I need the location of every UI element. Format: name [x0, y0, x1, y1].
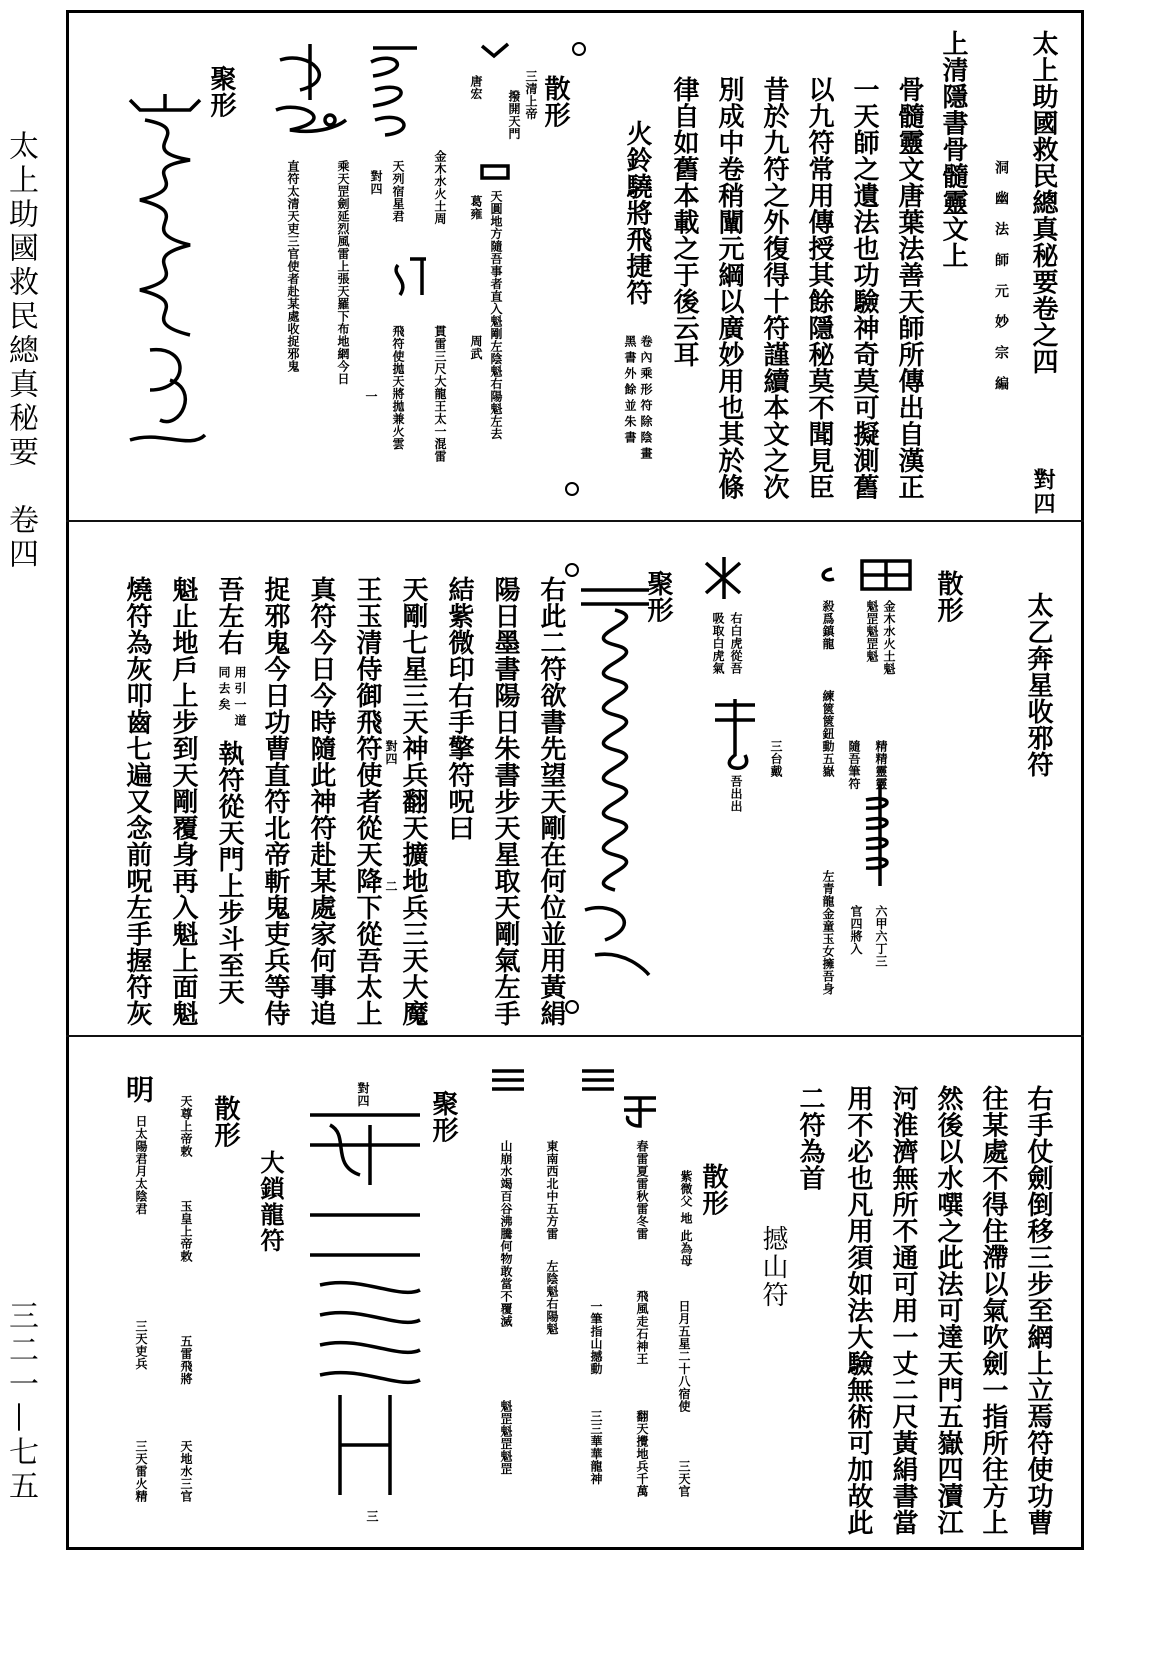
label-juxing: 聚形 [428, 1090, 458, 1143]
note: 同去矣 [217, 666, 231, 714]
annotation: 日太陽君月太陰君 [134, 1115, 148, 1215]
label-sanxing: 散形 [933, 570, 963, 623]
label-sanxing: 散形 [540, 75, 570, 128]
annotation: 葛雍 [469, 195, 483, 220]
circle-mark [565, 482, 579, 496]
talisman-title: 太乙奔星收邪符 [1023, 592, 1053, 778]
annotation: 春雷夏雷秋雷冬雷 [635, 1140, 649, 1240]
annotation: 天圓地方隨吾事者直入魁剛左陰魁右陽魁左去 [489, 190, 503, 440]
annotation: 三三華華龍神 [589, 1410, 603, 1485]
annotation: 左陰魁右陽魁 [545, 1260, 559, 1335]
annotation: 玉皇上帝敕 [179, 1200, 193, 1263]
annotation: 對四 [384, 740, 398, 765]
annotation: 東南西北中五方雷 [545, 1140, 559, 1240]
text-line: 昔於九符之外復得十符謹續本文之次 [759, 76, 789, 500]
circle-mark [565, 563, 579, 577]
talisman-glyph [705, 695, 765, 775]
annotation: 三天官 [677, 1460, 691, 1498]
annotation: 魁罡魁罡魁 [865, 600, 879, 663]
talisman-sanxing [365, 40, 425, 140]
talisman-glyph [858, 555, 914, 595]
talisman-glyph [390, 255, 430, 300]
annotation: 唐宏 [469, 75, 483, 100]
annotation: 殺爲鎮龍 [821, 600, 835, 650]
annotation: 魁罡魁罡魁罡 [499, 1400, 513, 1475]
text-line: 別成中卷稍闡元綱以廣妙用也其於條 [714, 76, 744, 500]
text-line: 執符從天門上步斗至天 [214, 740, 244, 1005]
annotation: 三台戴 [769, 740, 783, 778]
volume-title: 太上助國救民總真秘要卷之四 [1028, 30, 1058, 375]
text-line: 真符今日今時隨此神符赴某處家何事追 [306, 576, 336, 1027]
annotation: 周武 [469, 335, 483, 360]
annotation: 練篋篋鈕動五嶽 [821, 690, 835, 778]
annotation: 紫微父 地 此為母 [679, 1170, 693, 1267]
annotation: 三天雷火精 [134, 1440, 148, 1503]
text-line: 王玉清侍御飛符使者從天降下從吾太上 [352, 576, 382, 1027]
text-line: 骨髓靈文唐葉法善天師所傳出自漢正 [894, 76, 924, 500]
margin-page-number: 三二一—七五 [3, 1300, 38, 1504]
annotation: 金木水火土魁 [882, 600, 896, 675]
text-line: 右手仗劍倒移三步至網上立焉符使功曹 [1023, 1085, 1053, 1536]
text-line: 河淮濟無所不通可用一丈二尺黃絹書當 [888, 1085, 918, 1536]
talisman-juxing [300, 1105, 430, 1505]
talisman-name: 火鈴驍將飛捷符 [622, 120, 652, 306]
label-juxing: 聚形 [206, 65, 236, 118]
talisman-title: 撼山符 [758, 1225, 788, 1309]
talisman-glyph-ming: 明 [122, 1075, 155, 1105]
text-line: 吾左右 [214, 576, 244, 656]
talisman-glyph [488, 1065, 528, 1095]
talisman-juxing [575, 580, 655, 980]
annotation: 直符太清天吏三官使者赴某處收捉邪鬼 [286, 160, 300, 373]
annotation: 精精靈靈 [874, 740, 888, 790]
talisman-glyph [620, 1090, 660, 1130]
panel-divider [66, 1035, 1084, 1037]
annotation: 一筆指山撼動 [589, 1300, 603, 1375]
talisman-glyph [480, 40, 510, 60]
title-mark: 對四 [1030, 468, 1056, 516]
annotation: 六甲六丁三 [874, 905, 888, 968]
text-line: 然後以水噀之此法可達天門五嶽四瀆江 [933, 1085, 963, 1536]
annotation: 日月五星二十八宿使 [677, 1300, 691, 1413]
section-heading: 二符為首 [795, 1085, 825, 1191]
annotation: 三清上帝 [524, 70, 538, 120]
annotation: 隨吾筆符 [847, 740, 861, 790]
annotation: 二 [384, 880, 398, 893]
text-line: 用不必也凡用須如法大驗無術可加故此 [843, 1085, 873, 1536]
annotation: 天尊上帝敕 [179, 1095, 193, 1158]
talisman-sanxing [270, 40, 350, 140]
label-juxing: 聚形 [643, 570, 673, 623]
talisman-glyph [578, 1065, 618, 1095]
text-line: 以九符常用傳授其餘隱秘莫不聞見臣 [804, 76, 834, 500]
annotation: 吸取白虎氣 [711, 612, 725, 675]
label-sanxing: 散形 [210, 1095, 240, 1148]
talisman-glyph [860, 780, 900, 890]
text-line: 右此二符欲書先望天剛在何位並用黃絹 [536, 576, 566, 1027]
margin-book-title: 太上助國救民總真秘要 卷四 [3, 130, 38, 572]
annotation: 三天吏兵 [134, 1320, 148, 1370]
text-line: 律自如舊本載之于後云耳 [669, 76, 699, 368]
note: 用引一道 [233, 666, 247, 730]
section-heading: 上清隱書骨髓靈文上 [938, 30, 968, 269]
text-line: 捉邪鬼今日功曹直符北帝斬鬼吏兵等侍 [260, 576, 290, 1027]
text-line: 天剛七星三天神兵翻天擴地兵三天大魔 [398, 576, 428, 1027]
talisman-title: 大鎖龍符 [256, 1150, 285, 1254]
author-line: 洞 幽 法 師 元 妙 宗 編 [993, 160, 1009, 397]
text-line: 一天師之遺法也功驗神奇莫可擬測舊 [849, 76, 879, 500]
annotation: 翻天攪地兵千萬 [635, 1410, 649, 1498]
annotation: 貫雷三尺大龍王太一混雷 [433, 325, 447, 463]
text-line: 燒符為灰叩齒七遍又念前呪左手握符灰 [122, 576, 152, 1027]
circle-mark [572, 42, 586, 56]
annotation: 對四 [369, 170, 383, 195]
annotation: 飛符使拋天將拋兼火雲 [391, 325, 405, 450]
annotation: 官四將入 [849, 905, 863, 955]
annotation: 五雷飛將 [179, 1335, 193, 1385]
talisman-glyph [478, 162, 512, 182]
note: 黑書外餘並朱書 [623, 335, 637, 447]
text-line: 陽日墨書陽日朱書步天星取天剛氣左手 [490, 576, 520, 1027]
annotation: 一 [364, 390, 378, 403]
circle-mark [565, 1000, 579, 1014]
talisman-glyph [700, 553, 750, 603]
talisman-juxing [120, 90, 210, 460]
panel-divider [66, 520, 1084, 522]
talisman-mark: 對四 [356, 1082, 370, 1107]
annotation: 三 [365, 1510, 379, 1523]
note: 卷內乘形符除陰畫 [639, 335, 653, 463]
text-line: 結紫微印右手擎符呪曰 [444, 576, 474, 841]
label-sanxing: 散形 [698, 1163, 728, 1216]
annotation: 左青龍金童玉女擁吾身 [821, 870, 835, 995]
annotation: 金木水火土周 [433, 150, 447, 225]
talisman-glyph [818, 565, 838, 585]
annotation: 吾出出 [729, 775, 743, 813]
annotation: 天列宿星君 [391, 160, 405, 223]
annotation: 山崩水竭百谷沸騰何物敢當不覆滅 [499, 1140, 513, 1328]
text-line: 魁止地戶上步到天剛覆身再入魁上面魁 [168, 576, 198, 1027]
text-line: 往某處不得住滯以氣吹劍一指所往方上 [978, 1085, 1008, 1536]
annotation: 乘天罡劍延烈風雷上張天羅下布地網今日 [336, 160, 350, 385]
annotation: 撥開天門 [507, 90, 521, 140]
annotation: 天地水三官 [179, 1440, 193, 1503]
annotation: 右白虎從吾 [729, 612, 743, 675]
annotation: 飛風走石神王 [635, 1290, 649, 1365]
